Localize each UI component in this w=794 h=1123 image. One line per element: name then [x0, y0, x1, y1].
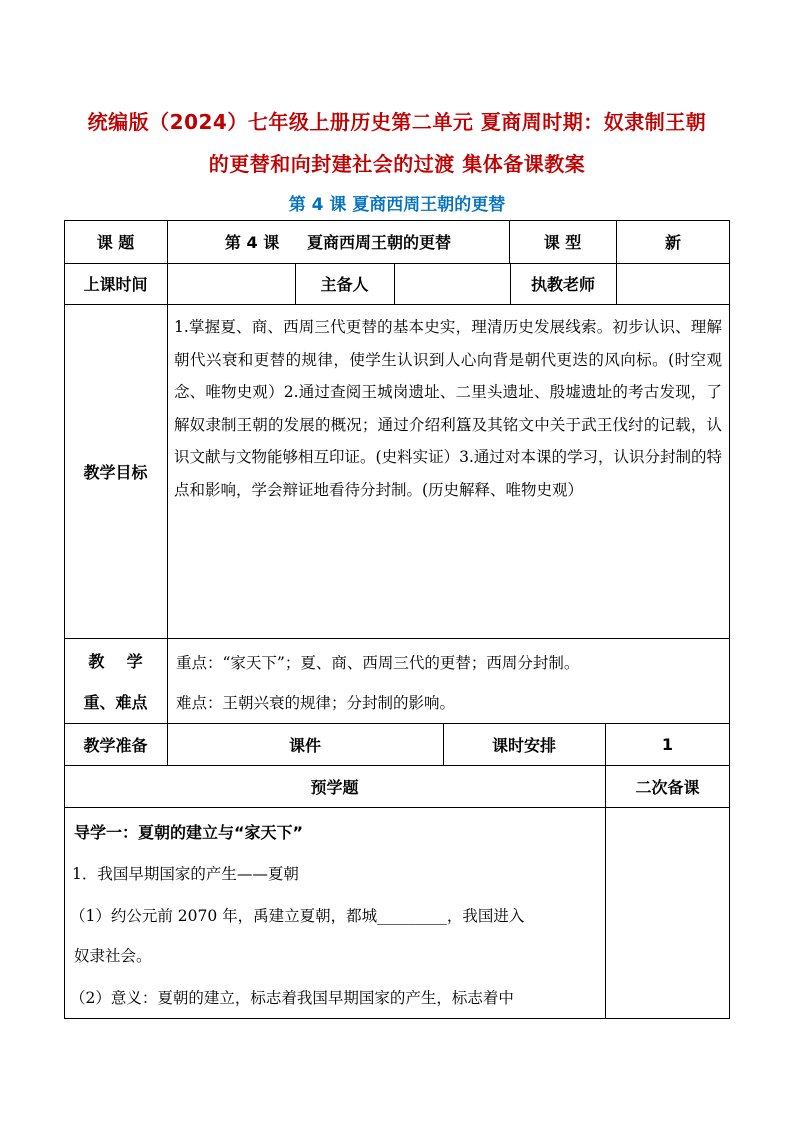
- teacher-label: 执教老师: [530, 275, 595, 294]
- schedule-label: 课时安排: [491, 735, 556, 755]
- key-points-label-line2: 重、难点: [83, 692, 148, 712]
- class-time-value: [167, 263, 295, 304]
- pre-study-item-2-line1: （1）约公元前 2070 年，禹建立夏朝，都城_________，我国进入: [70, 907, 525, 925]
- document-title-line1: 统编版（2024）七年级上册历史第二单元 夏商周时期：奴隶制王朝: [87, 110, 707, 134]
- difficult-point-text: 难点：王朝兴衰的规律；分封制的影响。: [176, 694, 456, 712]
- teacher-value: [616, 263, 730, 304]
- class-time-label: 上课时间: [83, 275, 148, 294]
- section-title: 导学一：夏朝的建立与“家天下”: [74, 823, 304, 842]
- lesson-title: 第 4 课 夏商西周王朝的更替: [288, 195, 506, 215]
- pre-study-header: 预学题: [310, 777, 359, 797]
- lesson-type-label: 课 型: [543, 233, 582, 252]
- row-divider: [64, 807, 730, 808]
- preparer-label: 主备人: [320, 275, 369, 294]
- objectives-text: 1.掌握夏、商、西周三代更替的基本史实，理清历史发展线索。初步认识、理解朝代兴衰和更替的规律，使学生认识到人心向背是朝代更迭的风向标。(时空观念、唯物史观）2.通过查阅王城岗遗址、二里头遗址、殷墟遗址的考古发现，了解奴隶制王朝的发展的概况；通过介绍利簋及其铭文中关于武王伐纣的记载，认识文献与文物能够相互印证。(史料实证）3.通过对本课的学习，认识分封制的特点和影响，学会辩证地看待分封制。(历史解释、唯物史观）: [174, 318, 722, 499]
- teaching-prep-label: 教学准备: [83, 735, 148, 755]
- key-point-text: 重点：“家天下”；夏、商、西周三代的更替；西周分封制。: [176, 654, 580, 672]
- key-points-label-line1: 教 学: [88, 651, 143, 671]
- objectives-label: 教学目标: [83, 462, 148, 482]
- lesson-type-value: 新: [664, 233, 681, 252]
- pre-study-item-2-line2: 奴隶社会。: [74, 947, 152, 965]
- topic-value: 第 4 课 夏商西周王朝的更替: [224, 233, 452, 252]
- pre-study-item-3: （2）意义：夏朝的建立，标志着我国早期国家的产生，标志着中: [70, 989, 514, 1007]
- schedule-value: 1: [661, 734, 674, 754]
- preparer-value: [394, 263, 510, 304]
- row-divider: [64, 638, 730, 639]
- topic-label: 课 题: [96, 233, 135, 252]
- second-prep-header: 二次备课: [635, 777, 700, 797]
- pre-study-item-1: 1．我国早期国家的产生——夏朝: [72, 865, 299, 883]
- document-title-line2: 的更替和向封建社会的过渡 集体备课教案: [208, 152, 586, 176]
- teaching-prep-value: 课件: [288, 735, 321, 755]
